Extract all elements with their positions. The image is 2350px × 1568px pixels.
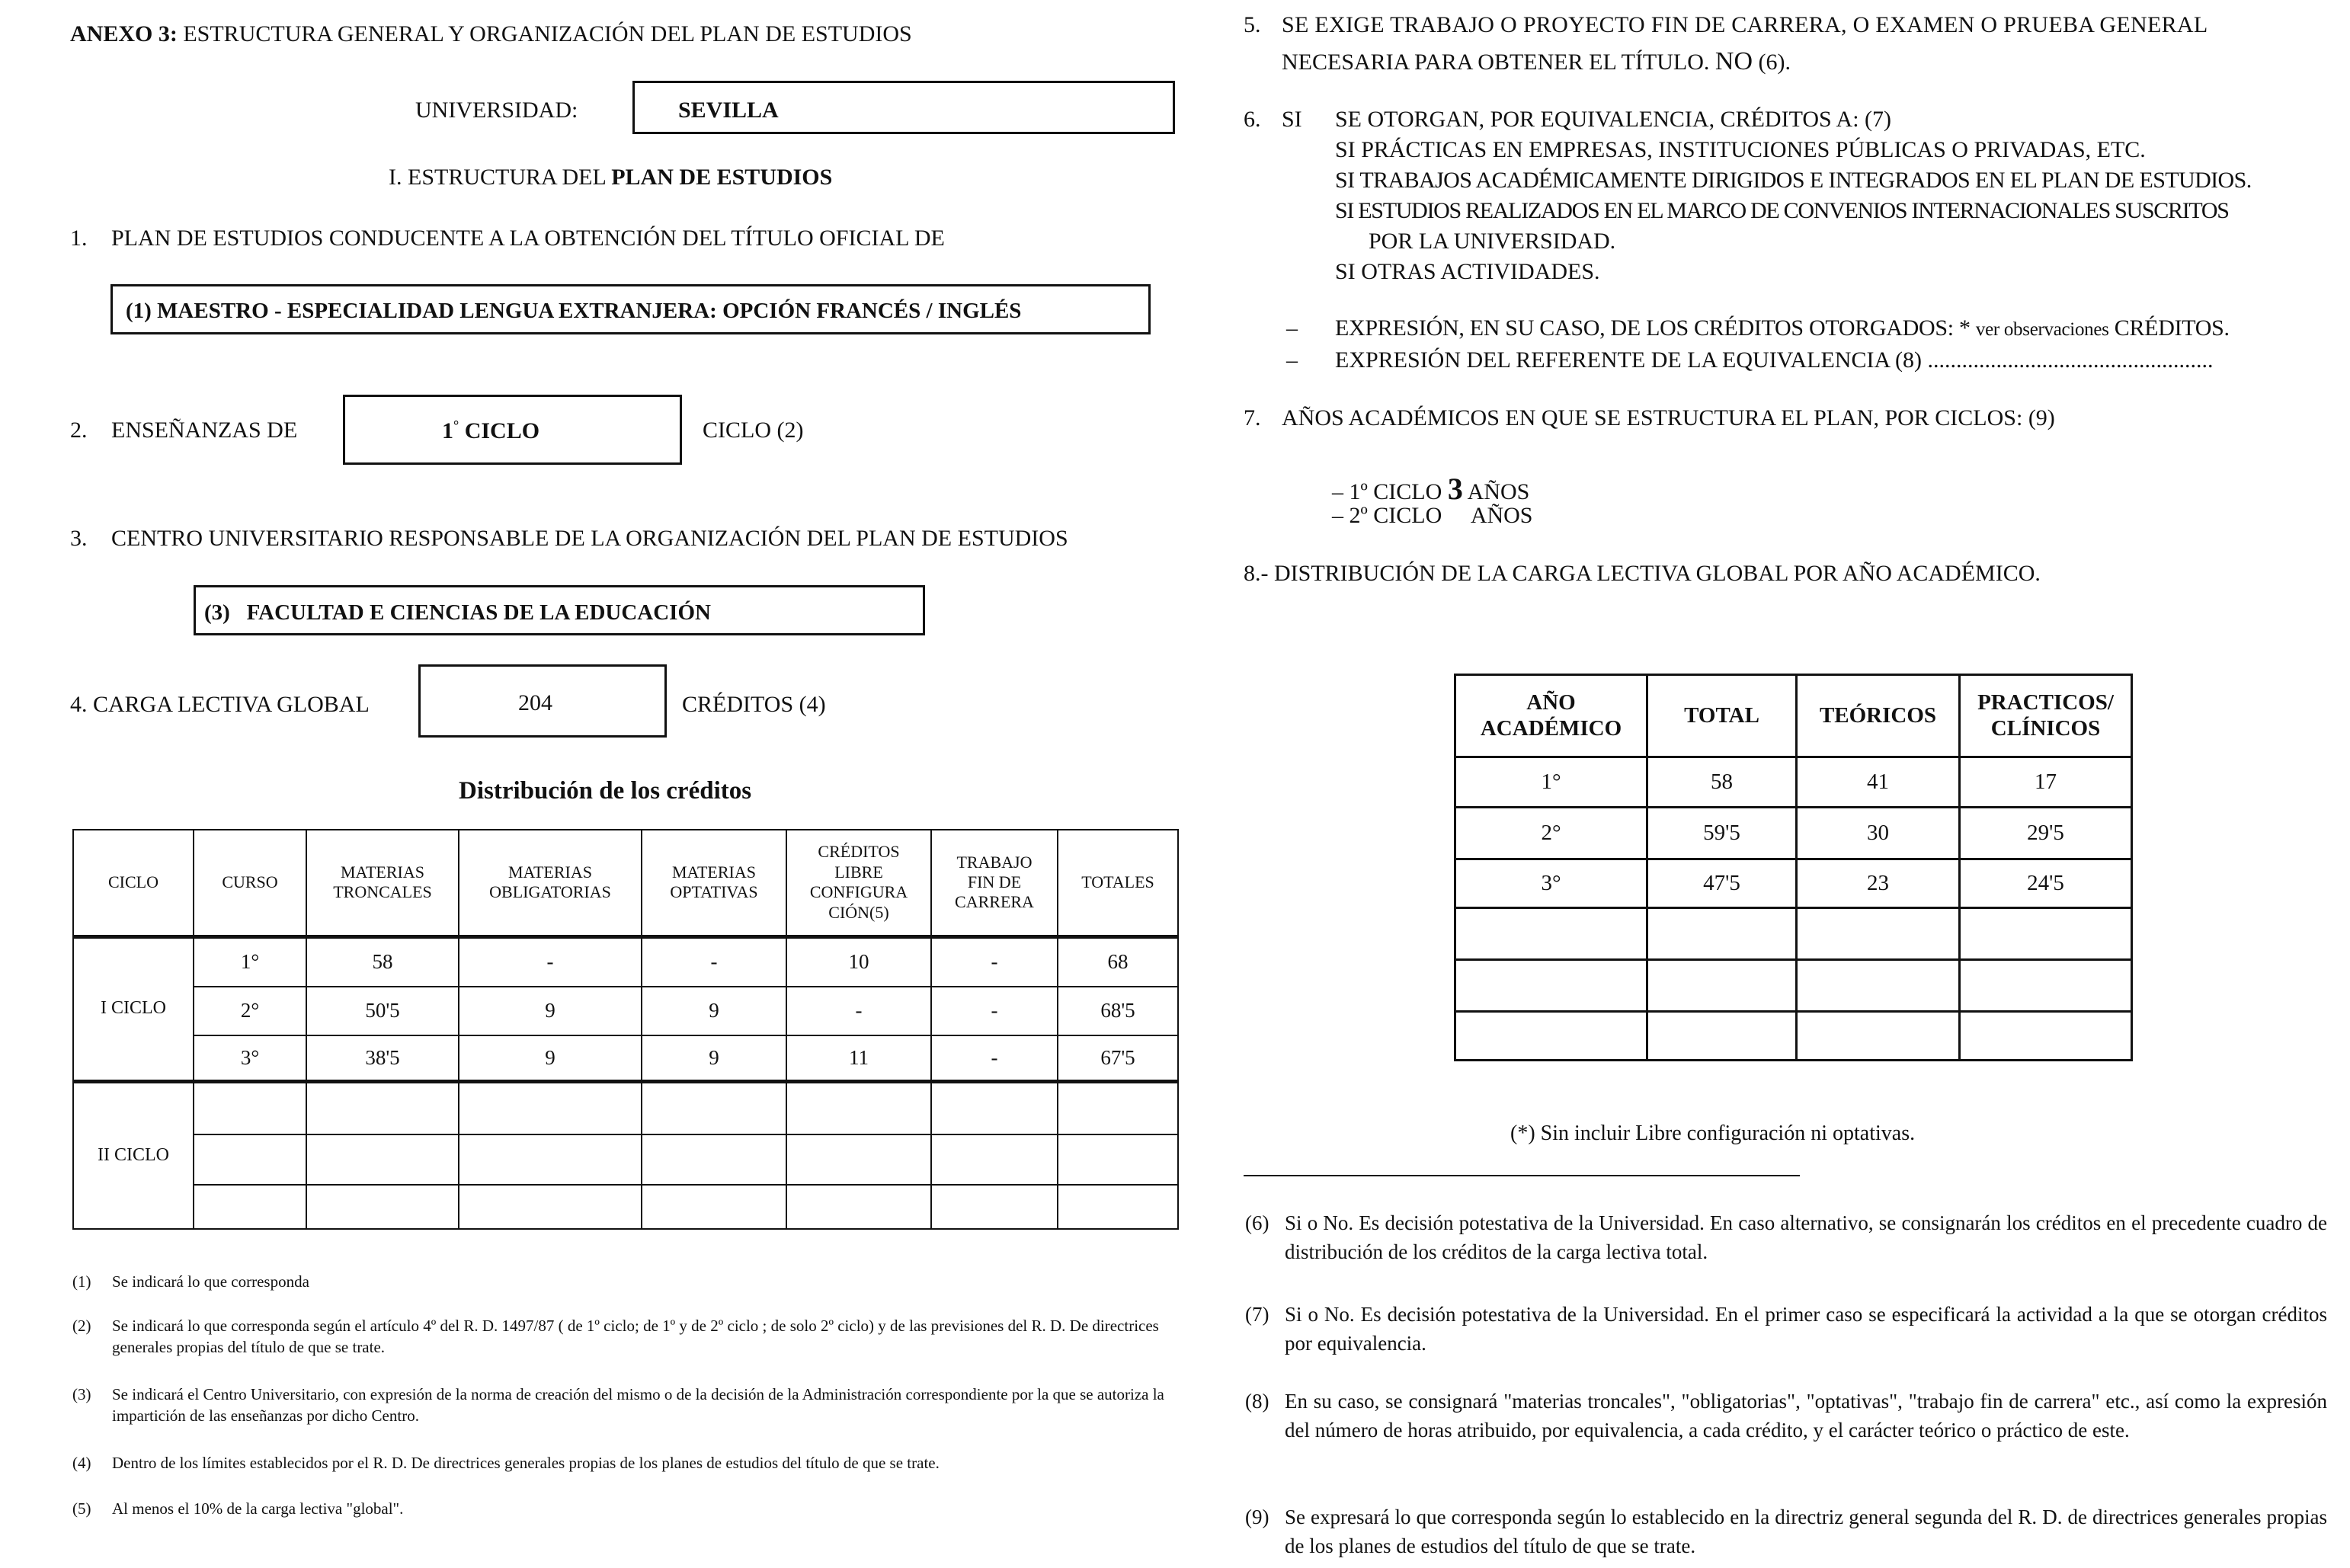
empty-cell (459, 1134, 642, 1185)
expression-1-text: EXPRESIÓN, EN SU CASO, DE LOS CRÉDITOS OTORGADOS: * (1335, 315, 1971, 341)
year-table-header-row (1455, 675, 2132, 757)
table-cell: 68 (1058, 936, 1178, 987)
empty-cell (786, 1081, 931, 1134)
table-cell: - (642, 936, 786, 987)
empty-cell (1960, 908, 2132, 960)
empty-cell (194, 1134, 306, 1185)
header-cell: MATERIAS OPTATIVAS (642, 830, 786, 936)
table-row (73, 1185, 1178, 1229)
footnote-number: (2) (72, 1317, 91, 1335)
footnote-text: Se indicará lo que corresponda según el artículo 4º del R. D. 1497/87 ( de 1º ciclo; de 1º y de 2º ciclo ; de solo 2º ciclo) y de las previsiones del R. D. De directrices generales propias del título de que se trate. (112, 1317, 1159, 1356)
item-6-option (1369, 229, 1615, 254)
empty-cell (931, 1081, 1058, 1134)
empty-cell (194, 1185, 306, 1229)
item-5-line-1: SE EXIGE TRABAJO O PROYECTO FIN DE CARRERA, O EXAMEN O PRUEBA GENERAL (1282, 12, 2208, 37)
header-cell: TOTALES (1058, 830, 1178, 936)
table-cell: 58 (1647, 757, 1797, 808)
header-cell: CURSO (194, 830, 306, 936)
table-cell: 47'5 (1647, 859, 1797, 908)
table-cell: 2° (1455, 808, 1647, 859)
university-label: UNIVERSIDAD: (415, 98, 578, 123)
cycle-1-value: 3 (1447, 472, 1463, 506)
table-cell: 17 (1960, 757, 2132, 808)
table-cell: 68'5 (1058, 987, 1178, 1035)
expression-1-end: CRÉDITOS. (2114, 315, 2230, 341)
header-cell: AÑO ACADÉMICO (1455, 675, 1647, 757)
faculty-prefix: (3) (204, 600, 230, 625)
footnote-number: (4) (72, 1454, 91, 1472)
empty-cell (1058, 1185, 1178, 1229)
empty-cell (306, 1081, 459, 1134)
table-cell: 67'5 (1058, 1035, 1178, 1081)
teaching-cycle-value (442, 418, 539, 444)
table-row (1455, 808, 2132, 859)
footnote-9 (1245, 1502, 2327, 1557)
table-cell: 29'5 (1960, 808, 2132, 859)
table-row (73, 1035, 1178, 1081)
table-cell: 38'5 (306, 1035, 459, 1081)
item-6-expression-2: EXPRESIÓN DEL REFERENTE DE LA EQUIVALENCIA (8) .................................................. (1335, 347, 2214, 373)
table-row (73, 987, 1178, 1035)
table-cell: 3° (1455, 859, 1647, 908)
cycle-cell: II CICLO (73, 1081, 194, 1229)
option-text: ESTUDIOS REALIZADOS EN EL MARCO DE CONVENIOS INTERNACIONALES SUSCRITOS (1358, 198, 2229, 223)
footnote-text: Si o No. Es decisión potestativa de la Universidad. En el primer caso se especificará la actividad a la que se otorgan créditos por equivalencia. (1285, 1303, 2327, 1355)
item-7-text: AÑOS ACADÉMICOS EN QUE SE ESTRUCTURA EL PLAN, POR CICLOS: (9) (1282, 405, 2055, 430)
header-cell: MATERIAS OBLIGATORIAS (459, 830, 642, 936)
table-row (73, 936, 1178, 987)
empty-cell (1797, 908, 1960, 960)
footnote-text: En su caso, se consignará "materias troncales", "obligatorias", "optativas", "trabajo fin de carrera" etc., así como la expresión del número de horas atribuido, por equivalencia, a cada crédito, y el carácter teórico o práctico de este. (1285, 1390, 2327, 1442)
option-mark: SI (1335, 168, 1355, 193)
header-cell: MATERIAS TRONCALES (306, 830, 459, 936)
item-6-si: SI (1282, 107, 1302, 132)
item-6-option (1335, 137, 2146, 163)
table-cell: 3° (194, 1035, 306, 1081)
cycle-1-label: – 1º CICLO (1332, 479, 1442, 504)
star-note: (*) Sin incluir Libre configuración ni optativas. (1510, 1122, 1916, 1145)
table-cell: 10 (786, 936, 931, 987)
item-2-after: CICLO (2) (703, 418, 804, 443)
header-cell: PRACTICOS/ CLÍNICOS (1960, 675, 2132, 757)
footnote-2 (72, 1315, 1177, 1361)
empty-cell (459, 1185, 642, 1229)
footnote-text: Se indicará el Centro Universitario, con expresión de la norma de creación del mismo o de la decisión de la Administración correspondiente por la que se autoriza la impartición de las enseñanzas por dicho Centro. (112, 1385, 1164, 1425)
table-row (1455, 1012, 2132, 1061)
empty-cell (1455, 1012, 1647, 1061)
table-cell: 30 (1797, 808, 1960, 859)
table-cell: 9 (459, 987, 642, 1035)
expression-1-note: ver observaciones (1975, 319, 2109, 340)
item-6-expression-1 (1335, 315, 2230, 341)
table-cell: 50'5 (306, 987, 459, 1035)
empty-cell (642, 1134, 786, 1185)
empty-cell (1058, 1081, 1178, 1134)
empty-cell (1960, 960, 2132, 1012)
empty-cell (1455, 960, 1647, 1012)
table-cell: - (786, 987, 931, 1035)
footnote-6 (1245, 1208, 2327, 1263)
option-text: PRÁCTICAS EN EMPRESAS, INSTITUCIONES PÚBLICAS O PRIVADAS, ETC. (1361, 137, 2146, 162)
footnote-number: (8) (1245, 1390, 1269, 1413)
footnote-3 (72, 1384, 1177, 1429)
option-text: TRABAJOS ACADÉMICAMENTE DIRIGIDOS E INTEGRADOS EN EL PLAN DE ESTUDIOS. (1359, 168, 2252, 193)
empty-cell (642, 1081, 786, 1134)
table-cell: 59'5 (1647, 808, 1797, 859)
header-cell: TRABAJO FIN DE CARRERA (931, 830, 1058, 936)
university-value: SEVILLA (678, 98, 779, 123)
item-8-text: 8.- DISTRIBUCIÓN DE LA CARGA LECTIVA GLOBAL POR AÑO ACADÉMICO. (1244, 561, 2041, 586)
table-row (1455, 908, 2132, 960)
item-3-number: 3. (70, 526, 88, 551)
cycle-1-unit: AÑOS (1467, 479, 1530, 504)
faculty-value (204, 600, 711, 626)
table-header-row (73, 830, 1178, 936)
footnote-5 (72, 1498, 1177, 1519)
empty-cell (1647, 908, 1797, 960)
footnote-text: Al menos el 10% de la carga lectiva "global". (112, 1499, 404, 1518)
table-cell: 2° (194, 987, 306, 1035)
footnote-8 (1245, 1387, 2327, 1442)
empty-cell (786, 1134, 931, 1185)
cycle-cell: I CICLO (73, 936, 194, 1081)
option-text: OTRAS ACTIVIDADES. (1361, 259, 1600, 284)
annex-label: ANEXO 3: (70, 21, 178, 46)
table-cell: 11 (786, 1035, 931, 1081)
item-2-number: 2. (70, 418, 88, 443)
empty-cell (306, 1185, 459, 1229)
cycle-1-years (1332, 471, 1529, 507)
table-cell: 9 (459, 1035, 642, 1081)
table-cell: - (931, 987, 1058, 1035)
empty-cell (642, 1185, 786, 1229)
faculty-name: FACULTAD E CIENCIAS DE LA EDUCACIÓN (246, 600, 711, 625)
empty-cell (306, 1134, 459, 1185)
empty-cell (1960, 1012, 2132, 1061)
empty-cell (786, 1185, 931, 1229)
dash-marker: – (1286, 315, 1298, 341)
footnote-7 (1245, 1300, 2327, 1355)
header-cell: TEÓRICOS (1797, 675, 1960, 757)
table-row (1455, 859, 2132, 908)
footnote-number: (7) (1245, 1303, 1269, 1326)
empty-cell (194, 1081, 306, 1134)
item-6-line-1: SE OTORGAN, POR EQUIVALENCIA, CRÉDITOS A: (7) (1335, 107, 1892, 132)
table-cell: - (931, 1035, 1058, 1081)
item-4-text: 4. CARGA LECTIVA GLOBAL (70, 692, 370, 717)
empty-cell (459, 1081, 642, 1134)
empty-cell (1455, 908, 1647, 960)
item-5-answer: NO (1714, 47, 1753, 75)
table-cell: 58 (306, 936, 459, 987)
table-row (1455, 757, 2132, 808)
footnote-number: (6) (1245, 1211, 1269, 1234)
item-6-number: 6. (1244, 107, 1261, 132)
empty-cell (1647, 1012, 1797, 1061)
table-cell: 41 (1797, 757, 1960, 808)
item-6-option (1335, 259, 1600, 285)
option-mark: SI (1335, 259, 1356, 284)
empty-cell (931, 1185, 1058, 1229)
option-text: POR LA UNIVERSIDAD. (1369, 229, 1616, 254)
footnote-number: (3) (72, 1385, 91, 1403)
footnote-text: Se expresará lo que corresponda según lo establecido en la directriz general segunda del R. D. de directrices generales propias de los planes de estudios del título de que se trate. (1285, 1506, 2327, 1557)
section-heading-prefix: I. ESTRUCTURA DEL (389, 165, 612, 190)
table-cell: 9 (642, 987, 786, 1035)
table-cell: - (931, 936, 1058, 987)
item-3-text: CENTRO UNIVERSITARIO RESPONSABLE DE LA ORGANIZACIÓN DEL PLAN DE ESTUDIOS (111, 526, 1068, 551)
option-mark: SI (1335, 137, 1356, 162)
header-cell: CRÉDITOS LIBRE CONFIGURA CIÓN(5) (786, 830, 931, 936)
item-6-option (1335, 198, 2229, 224)
footnote-number: (9) (1245, 1506, 1269, 1528)
empty-cell (931, 1134, 1058, 1185)
cycle-2-unit: AÑOS (1470, 503, 1533, 528)
footnote-number: (5) (72, 1499, 91, 1518)
distribution-title: Distribución de los créditos (459, 777, 752, 805)
header-cell: CICLO (73, 830, 194, 936)
annex-title-text: ESTRUCTURA GENERAL Y ORGANIZACIÓN DEL PLAN DE ESTUDIOS (177, 21, 912, 46)
footnote-1 (72, 1271, 1177, 1292)
table-row (73, 1134, 1178, 1185)
degree-title-value: (1) MAESTRO - ESPECIALIDAD LENGUA EXTRANJERA: OPCIÓN FRANCÉS / INGLÉS (126, 299, 1022, 323)
empty-cell (1797, 960, 1960, 1012)
item-2-text: ENSEÑANZAS DE (111, 418, 298, 443)
item-1-text: PLAN DE ESTUDIOS CONDUCENTE A LA OBTENCIÓN DEL TÍTULO OFICIAL DE (111, 226, 945, 251)
table-row (73, 1081, 1178, 1134)
academic-year-table (1454, 674, 2133, 1061)
table-row (1455, 960, 2132, 1012)
table-cell: - (459, 936, 642, 987)
credit-distribution-table (72, 829, 1179, 1230)
empty-cell (1797, 1012, 1960, 1061)
section-heading-bold: PLAN DE ESTUDIOS (611, 165, 833, 190)
item-5-ref: (6). (1758, 50, 1791, 75)
item-5-number: 5. (1244, 12, 1261, 37)
item-5-line-2 (1282, 47, 1791, 76)
item-4-after: CRÉDITOS (4) (682, 692, 826, 717)
option-mark: SI (1335, 198, 1354, 223)
table-cell: 23 (1797, 859, 1960, 908)
table-cell: 9 (642, 1035, 786, 1081)
empty-cell (1058, 1134, 1178, 1185)
teaching-cycle-word: CICLO (459, 418, 540, 443)
footnote-number: (1) (72, 1272, 91, 1291)
section-heading (389, 165, 832, 190)
annex-title (70, 21, 912, 47)
header-cell: TOTAL (1647, 675, 1797, 757)
table-cell: 1° (1455, 757, 1647, 808)
teaching-cycle-number: 1 (442, 418, 453, 443)
global-load-value: 204 (518, 690, 552, 715)
item-5-line-2-text: NECESARIA PARA OBTENER EL TÍTULO. (1282, 50, 1710, 75)
teaching-cycle-sup: ° (453, 418, 459, 433)
table-cell: 1° (194, 936, 306, 987)
footnote-divider (1244, 1175, 1800, 1176)
footnote-text: Dentro de los límites establecidos por el R. D. De directrices generales propias de los planes de estudios del título de que se trate. (112, 1454, 940, 1472)
dash-marker: – (1286, 347, 1298, 373)
footnote-4 (72, 1452, 1177, 1474)
item-1-number: 1. (70, 226, 88, 251)
cycle-2-label: – 2º CICLO (1332, 503, 1442, 528)
cycle-2-years (1332, 503, 1533, 529)
table-cell: 24'5 (1960, 859, 2132, 908)
empty-cell (1647, 960, 1797, 1012)
footnote-text: Si o No. Es decisión potestativa de la Universidad. En caso alternativo, se consignarán los créditos en el precedente cuadro de distribución de los créditos de la carga lectiva total. (1285, 1211, 2327, 1263)
item-7-number: 7. (1244, 405, 1261, 430)
footnote-text: Se indicará lo que corresponda (112, 1272, 309, 1291)
item-6-option (1335, 168, 2252, 194)
